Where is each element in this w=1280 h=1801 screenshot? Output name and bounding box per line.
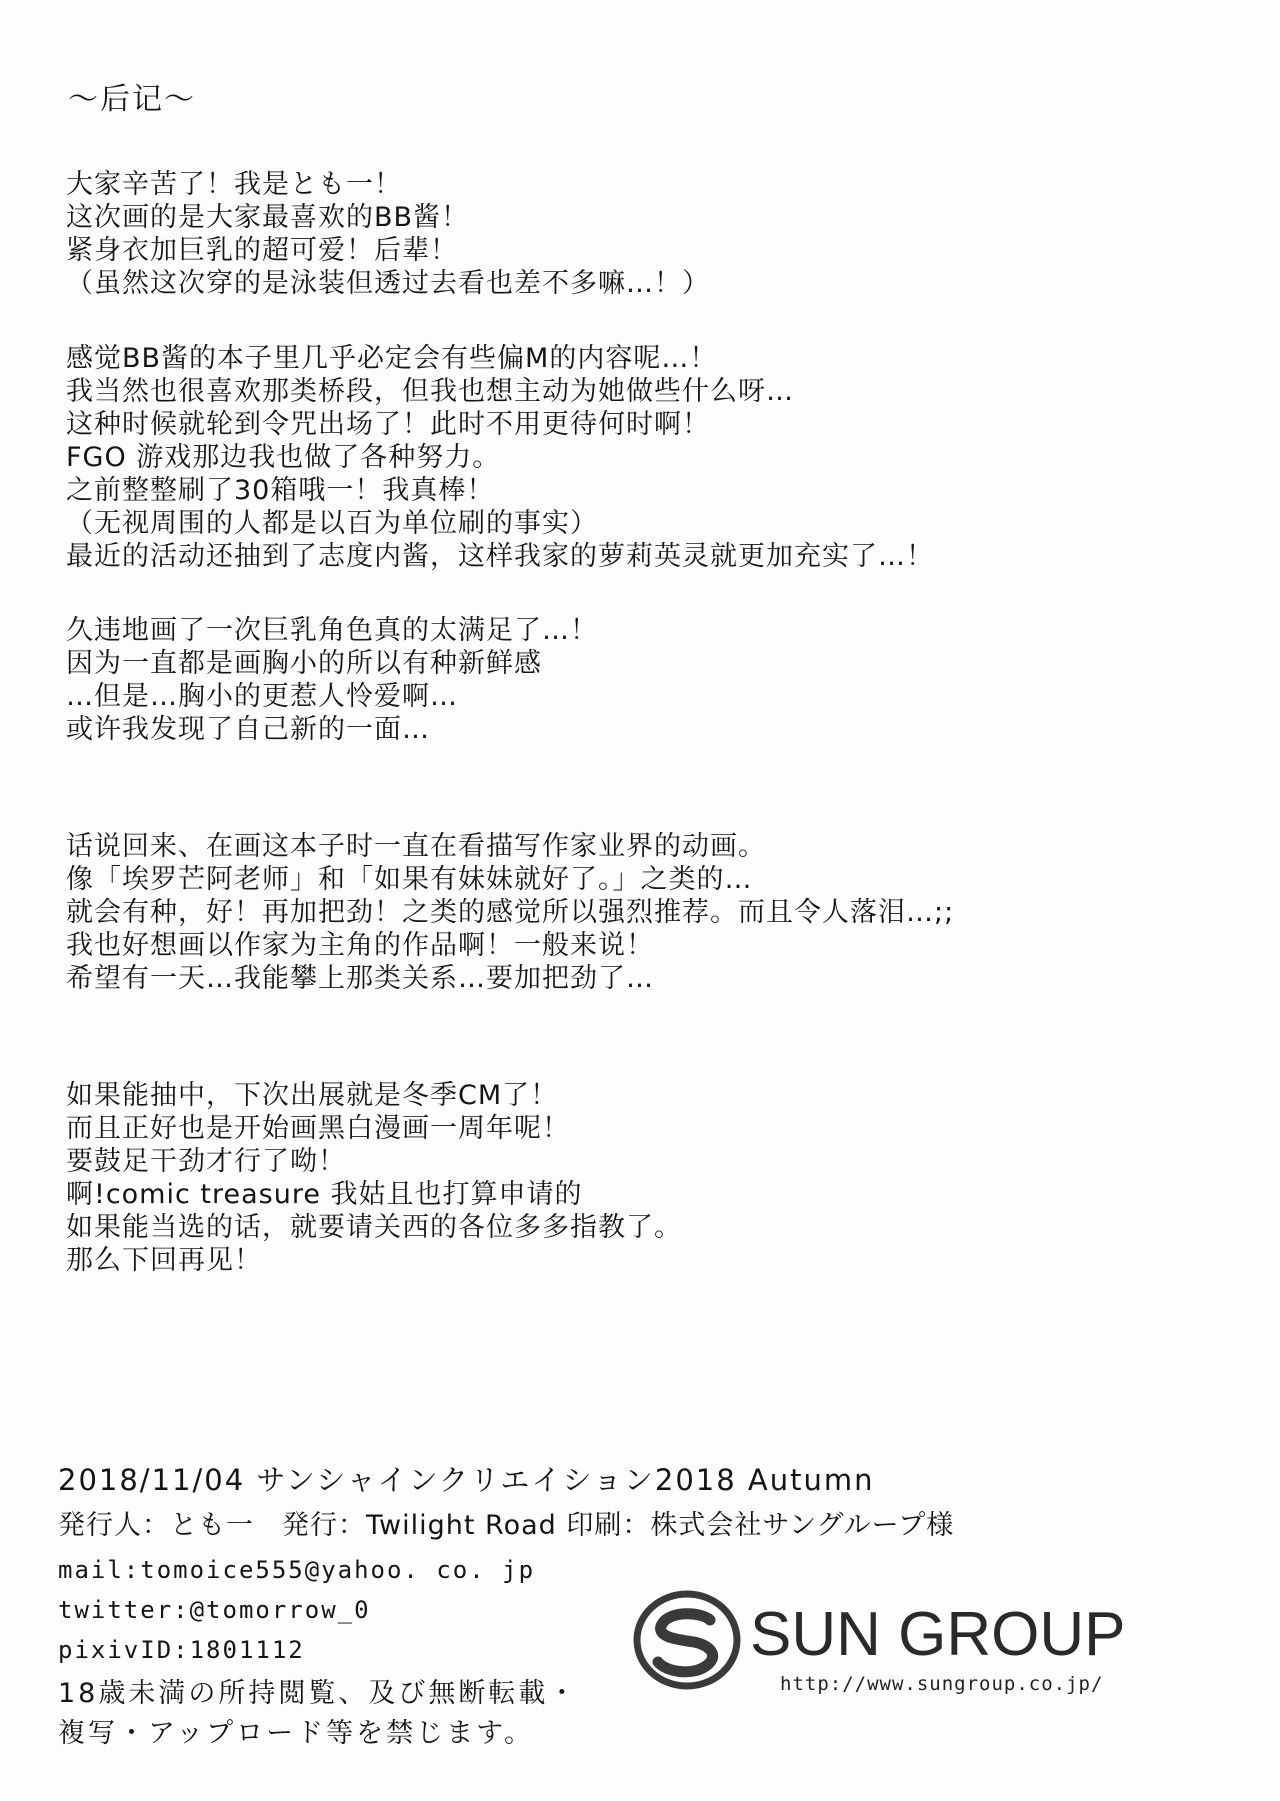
pixiv-id: pixivID:1801112 [58,1636,305,1664]
text-line: 因为一直都是画胸小的所以有种新鲜感 [66,648,542,679]
text-line: 就会有种，好！再加把劲！之类的感觉所以强烈推荐。而且令人落泪…;; [66,897,955,928]
text-line: 这种时候就轮到令咒出场了！此时不用更待何时啊！ [66,409,710,440]
text-line: 久违地画了一次巨乳角色真的太满足了…！ [66,615,598,646]
copyright-notice-line-2: 複写・アップロード等を禁じます。 [58,1718,534,1749]
text-line: …但是…胸小的更惹人怜爱啊… [66,681,458,712]
afterword-paragraph-2 [66,342,1246,573]
afterword-heading: ～后记～ [68,82,196,117]
text-line: 之前整整刷了30箱哦一！我真棒！ [66,475,495,506]
text-line: （无视周围的人都是以百为单位刷的事实） [66,508,598,539]
text-line: 我当然也很喜欢那类桥段，但我也想主动为她做些什么呀… [66,376,794,407]
afterword-paragraph-5 [66,1079,1246,1277]
afterword-paragraph-1 [66,168,1246,300]
text-line: 感觉BB酱的本子里几乎必定会有些偏M的内容呢…！ [66,343,718,374]
text-line: 啊!comic treasure 我姑且也打算申请的 [66,1179,583,1210]
afterword-section [66,78,1246,1277]
afterword-paragraph-4 [66,830,1246,995]
printer-logo [632,1590,1192,1710]
printer-logo-name: SUN GROUP [750,1600,1126,1669]
text-line: 大家辛苦了！我是とも一！ [66,169,402,200]
printer-logo-url: http://www.sungroup.co.jp/ [780,1673,1104,1695]
text-line: 而且正好也是开始画黑白漫画一周年呢！ [66,1113,570,1144]
text-line: 我也好想画以作家为主角的作品啊！一般来说！ [66,930,654,961]
text-line: FGO 游戏那边我也做了各种努力。 [66,442,501,473]
text-line: 紧身衣加巨乳的超可爱！后辈！ [66,235,458,266]
credits-line: 発行人：とも一 発行：Twilight Road 印刷：株式会社サングループ様 [58,1510,955,1541]
text-line: 最近的活动还抽到了志度内酱，这样我家的萝莉英灵就更加充实了…！ [66,541,934,572]
text-line: 像「埃罗芒阿老师」和「如果有妹妹就好了。」之类的… [66,864,753,895]
sun-group-logo-icon [632,1590,742,1690]
text-line: 那么下回再见！ [66,1245,262,1276]
afterword-paragraph-3 [66,614,1246,746]
text-line: 如果能当选的话，就要请关西的各位多多指教了。 [66,1212,682,1243]
text-line: 希望有一天…我能攀上那类关系…要加把劲了… [66,963,654,994]
text-line: 或许我发现了自己新的一面… [66,714,430,745]
text-line: 话说回来、在画这本子时一直在看描写作家业界的动画。 [66,831,766,862]
mail-address: mail:tomoice555@yahoo. co. jp [58,1556,536,1584]
event-line: 2018/11/04 サンシャインクリエイション2018 Autumn [58,1463,875,1497]
text-line: （虽然这次穿的是泳装但透过去看也差不多嘛…！） [66,268,710,299]
text-line: 如果能抽中，下次出展就是冬季CM了！ [66,1080,559,1111]
text-line: 这次画的是大家最喜欢的BB酱！ [66,202,470,233]
copyright-notice-line-1: 18歳未満の所持閲覧、及び無断転載・ [58,1678,579,1709]
text-line: 要鼓足干劲才行了呦！ [66,1146,346,1177]
twitter-handle: twitter:@tomorrow_0 [58,1596,371,1624]
